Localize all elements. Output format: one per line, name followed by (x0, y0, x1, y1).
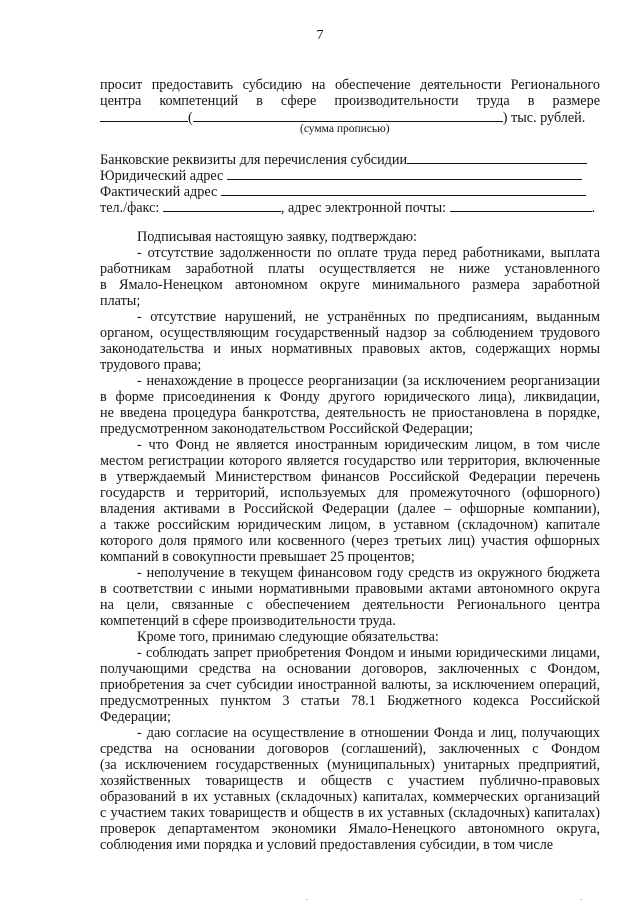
obligation-item-line: проверок департаментом экономики Ямало-Ненецкого автономного округа, (100, 821, 600, 837)
actual-address-row: Фактический адрес (100, 183, 586, 200)
obligation-item-line: приобретения за счет субсидии иностранной валюты, за исключением операций, (100, 677, 600, 693)
obligation-item-line: соблюдения ими порядка и условий предоставления субсидии, в том числе (100, 837, 554, 853)
bank-requisites-blank (407, 151, 587, 164)
request-line-2: центра компетенций в сфере производительности труда в размере (100, 93, 600, 109)
obligation-item-line: предусмотренных пунктом 3 статьи 78.1 Бюджетного кодекса Российской (100, 693, 600, 709)
confirmation-item-line: органом, осуществляющим государственный надзор за соблюдением трудового (100, 325, 600, 341)
confirmation-item-paragraph (100, 245, 600, 309)
confirmation-item-line: не введена процедура банкротства, деятельность не приостановлена в порядке, (100, 405, 600, 421)
obligation-item-line: хозяйственных товариществ и обществ с участием публично-правовых (100, 773, 600, 789)
actual-address-blank (221, 183, 586, 196)
confirmation-item-paragraph (100, 565, 600, 629)
confirmation-item-paragraph (100, 309, 600, 373)
confirmation-item-line: - что Фонд не является иностранным юридическим лицом, в том числе (137, 437, 600, 453)
request-line-1: просит предоставить субсидию на обеспечение деятельности Регионального (100, 77, 600, 93)
confirmation-item-line: в соответствии с иными нормативными правовыми актами автономного округа (100, 581, 600, 597)
bank-requisites-row: Банковские реквизиты для перечисления субсидии (100, 151, 587, 168)
obligation-item-paragraph (100, 645, 600, 725)
obligations-intro: Кроме того, принимаю следующие обязательства: (137, 629, 439, 645)
obligation-item-line: (за исключением государственных (муниципальных) унитарных предприятий, (100, 757, 600, 773)
confirmation-item-line: - неполучение в текущем финансовом году средств из окружного бюджета (137, 565, 600, 581)
obligation-item-paragraph (100, 725, 600, 853)
confirmation-item-line: на цели, связанные с обеспечением деятельности Регионального центра (100, 597, 600, 613)
page-number: 7 (316, 28, 324, 43)
confirmation-item-line: местом регистрации которого является государство или территория, включенные (100, 453, 600, 469)
confirmation-item-line: - отсутствие нарушений, не устранённых по предписаниям, выданным (137, 309, 600, 325)
confirmation-item-line: предусмотренном законодательством Российской Федерации; (100, 421, 474, 437)
amount-words-blank (193, 109, 503, 122)
request-line-3: ( ) тыс. рублей. (100, 109, 600, 125)
obligations-list (100, 645, 600, 853)
confirmation-item-paragraph (100, 373, 600, 437)
confirmation-item-line: владения активами в Российской Федерации (далее – офшорные компании), (100, 501, 600, 517)
confirmation-item-line: трудового права; (100, 357, 202, 373)
amount-caption: (сумма прописью) (300, 123, 390, 135)
contacts-row: тел./факс: , адрес электронной почты: . (100, 200, 596, 216)
confirmation-item-line: компетенций в сфере производительности труда. (100, 613, 396, 629)
email-blank (450, 199, 592, 212)
obligation-item-line: образований в их уставных (складочных) капиталах, коммерческих организаций (100, 789, 600, 805)
confirmation-item-line: - отсутствие задолженности по оплате труда перед работниками, выплата (137, 245, 600, 261)
obligation-item-line: Федерации; (100, 709, 171, 725)
scan-speck (306, 899, 308, 900)
amount-number-blank (100, 109, 188, 122)
confirmation-item-line: в утверждаемый Министерством финансов Российской Федерации перечень (100, 469, 600, 485)
obligation-item-line: получающими средства на основании договоров, заключенных с Фондом, (100, 661, 600, 677)
obligation-item-line: с участием таких товариществ и обществ в их уставных (складочных) капиталах) (100, 805, 600, 821)
confirmation-item-line: законодательства и иных нормативных правовых актов, содержащих нормы (100, 341, 600, 357)
obligation-item-line: - соблюдать запрет приобретения Фондом и иными юридическими лицами, (137, 645, 600, 661)
confirmation-item-paragraph (100, 437, 600, 565)
obligation-item-line: средства на основании договоров (соглашений), заключенных с Фондом (100, 741, 600, 757)
scan-speck (580, 899, 582, 900)
legal-address-blank (227, 167, 582, 180)
confirmation-item-line: а также российским юридическим лицом, в уставном (складочном) капитале (100, 517, 600, 533)
request-paragraph (100, 77, 600, 125)
confirmation-item-line: государств и территорий, используемых для промежуточного (офшорного) (100, 485, 600, 501)
confirmation-intro: Подписывая настоящую заявку, подтверждаю: (137, 229, 417, 245)
confirmation-item-line: в Ямало-Ненецком автономном округе минимального размера заработной (100, 277, 600, 293)
confirmation-item-line: которого доля прямого или косвенного (через третьих лиц) участия офшорных (100, 533, 600, 549)
phone-blank (163, 199, 281, 212)
confirmation-item-line: работникам заработной платы осуществляется не ниже установленного (100, 261, 600, 277)
confirmation-item-line: - ненахождение в процессе реорганизации (за исключением реорганизации (137, 373, 600, 389)
confirmation-section (100, 229, 600, 853)
confirmation-item-line: платы; (100, 293, 141, 309)
legal-address-row: Юридический адрес (100, 167, 582, 184)
confirmation-list (100, 245, 600, 629)
confirmation-item-line: в форме присоединения к Фонду другого юридического лица), ликвидации, (100, 389, 600, 405)
obligation-item-line: - даю согласие на осуществление в отношении Фонда и лиц, получающих (137, 725, 600, 741)
confirmation-item-line: компаний в совокупности превышает 25 процентов; (100, 549, 415, 565)
